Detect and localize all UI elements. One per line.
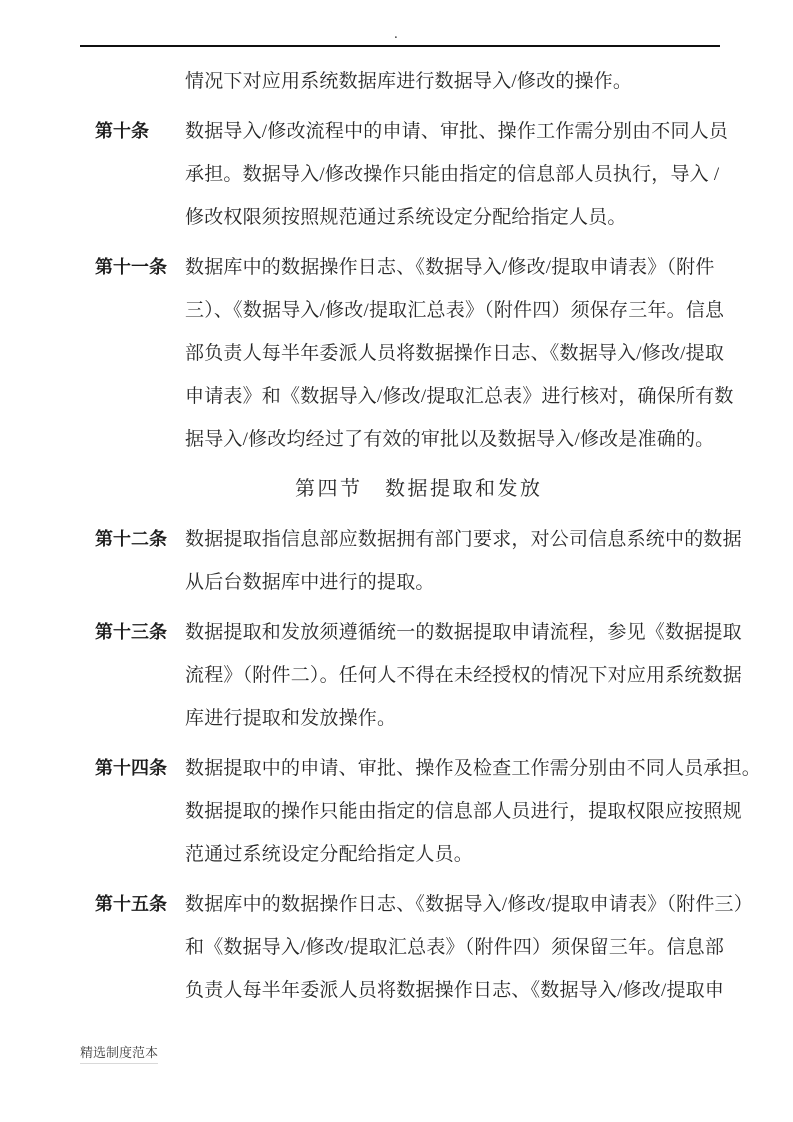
article-block [95, 611, 745, 740]
article-line: 数据提取的操作只能由指定的信息部人员进行，提取权限应按照规 [185, 801, 742, 822]
article-line: 数据导入/修改流程中的申请、审批、操作工作需分别由不同人员 [185, 121, 729, 142]
article-line: 申请表》和《数据导入/修改/提取汇总表》进行核对，确保所有数 [185, 386, 734, 407]
article-line: 部负责人每半年委派人员将数据操作日志、《数据导入/修改/提取 [185, 343, 725, 364]
article-label: 第十四条 [95, 758, 167, 778]
article-line: 负责人每半年委派人员将数据操作日志、《数据导入/修改/提取申 [185, 980, 725, 1001]
article-line: 从后台数据库中进行的提取。 [185, 572, 435, 593]
article-label: 第十条 [95, 121, 149, 141]
article-line: 承担。数据导入/修改操作只能由指定的信息部人员执行，导入 / [185, 164, 720, 185]
article-line: 数据提取和发放须遵循统一的数据提取申请流程，参见《数据提取 [185, 622, 742, 643]
article-line: 和《数据导入/修改/提取汇总表》（附件四）须保留三年。信息部 [185, 937, 725, 958]
page-footer [80, 1042, 158, 1061]
footer-text: 精选制度范本 [80, 1045, 158, 1064]
header-rule [80, 45, 720, 47]
article-label: 第十二条 [95, 529, 167, 549]
header-stray-dot: . [394, 26, 398, 42]
article-line: 数据库中的数据操作日志、《数据导入/修改/提取申请表》（附件 [185, 257, 715, 278]
article-line: 修改权限须按照规范通过系统设定分配给指定人员。 [185, 207, 627, 228]
article-line: 三）、《数据导入/修改/提取汇总表》（附件四）须保存三年。信息 [185, 300, 725, 321]
article-label: 第十五条 [95, 894, 167, 914]
document-body [95, 60, 762, 1019]
article-line: 范通过系统设定分配给指定人员。 [185, 844, 474, 865]
article-block [95, 747, 762, 876]
article-block [95, 883, 753, 1012]
article-line: 数据库中的数据操作日志、《数据导入/修改/提取申请表》（附件三） [185, 894, 753, 915]
article-label: 第十一条 [95, 257, 167, 277]
section-heading: 第四节 数据提取和发放 [295, 478, 543, 500]
paragraph-continuation [95, 60, 745, 103]
article-label: 第十三条 [95, 622, 167, 642]
article-block [95, 110, 745, 239]
article-line: 据导入/修改均经过了有效的审批以及数据导入/修改是准确的。 [185, 429, 715, 450]
article-block [95, 518, 745, 604]
article-line: 数据提取中的申请、审批、操作及检查工作需分别由不同人员承担。 [185, 758, 762, 779]
article-line: 数据提取指信息部应数据拥有部门要求，对公司信息系统中的数据 [185, 529, 742, 550]
article-line: 库进行提取和发放操作。 [185, 708, 397, 729]
article-line: 流程》（附件二）。任何人不得在未经授权的情况下对应用系统数据 [185, 665, 743, 686]
article-block [95, 246, 745, 461]
article-line: 情况下对应用系统数据库进行数据导入/修改的操作。 [185, 71, 633, 92]
